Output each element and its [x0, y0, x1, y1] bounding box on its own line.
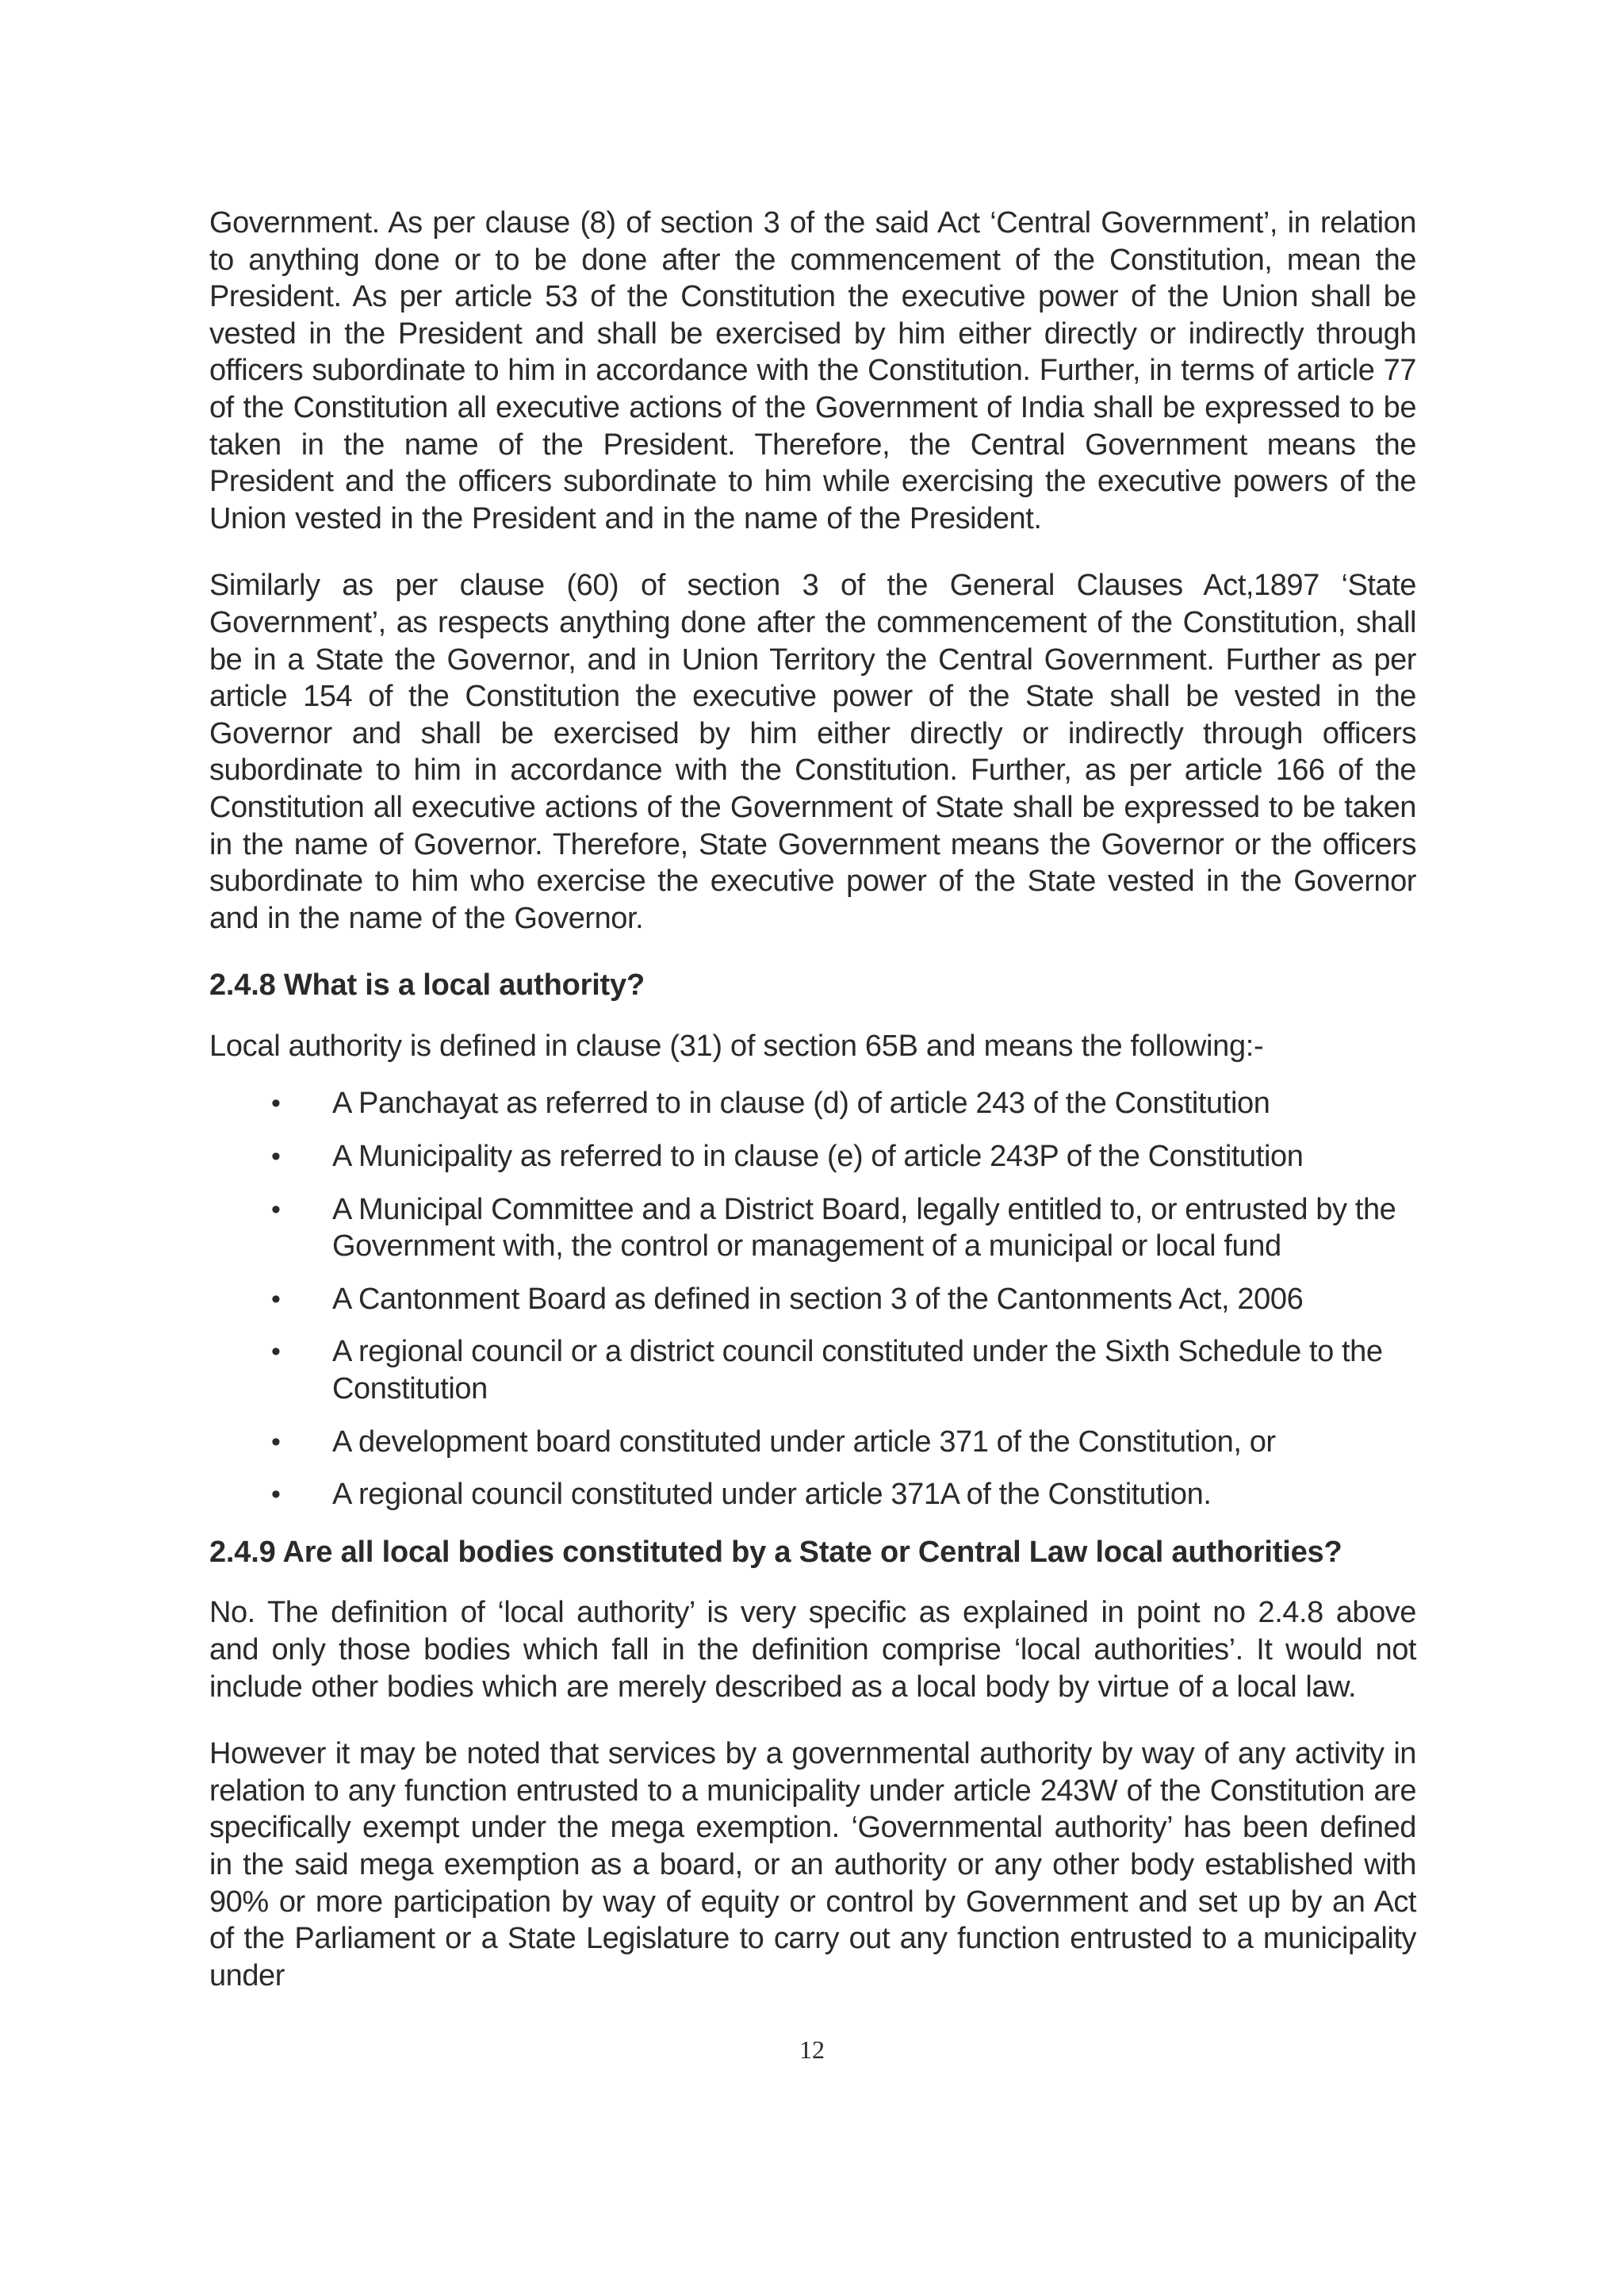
list-item-text: A regional council or a district council constituted under the Sixth Schedule to the Constitution	[332, 1335, 1383, 1406]
local-authority-intro: Local authority is defined in clause (31) of section 65B and means the following:-	[209, 1029, 1264, 1063]
list-item-text: A regional council constituted under article 371A of the Constitution.	[332, 1478, 1212, 1512]
bullet-icon: •	[271, 1283, 281, 1314]
list-item	[209, 1281, 1416, 1318]
paragraph-definition-specific: No. The definition of ‘local authority’ is very specific as explained in point no 2.4.8 above and only those bodies which fall in the definition comprise ‘local authorities’. It would not include other bodies which are merely described as a local body by virtue of a local law.	[209, 1596, 1416, 1704]
list-item	[209, 1424, 1416, 1461]
bullet-icon: •	[271, 1141, 281, 1172]
list-item-text: A Panchayat as referred to in clause (d) of article 243 of the Constitution	[332, 1087, 1270, 1121]
bullet-icon: •	[271, 1479, 281, 1510]
page-number: 12	[799, 2035, 825, 2064]
paragraph-governmental-authority: However it may be noted that services by a governmental authority by way of any activity in relation to any function entrusted to a municipality under article 243W of the Constitution are specifically exempt under the mega exemption. ‘Governmental authority’ has been defined in the said mega exemption as a board, or an authority or any other body established with 90% or more participation by way of equity or control by Government and set up by an Act of the Parliament or a State Legislature to carry out any function entrusted to a municipality under	[209, 1737, 1416, 1992]
list-item	[209, 1138, 1416, 1175]
paragraph-state-government: Similarly as per clause (60) of section 3 of the General Clauses Act,1897 ‘State Government’, as respects anything done after the commencement of the Constitution, shall be in a State the Governor, and in Union Territory the Central Government. Further as per article 154 of the Constitution the executive power of the State shall be vested in the Governor and shall be exercised by him either directly or indirectly through officers subordinate to him in accordance with the Constitution. Further, as per article 166 of the Constitution all executive actions of the Government of State shall be expressed to be taken in the name of Governor. Therefore, State Government means the Governor or the officers subordinate to him who exercise the executive power of the State vested in the Governor and in the name of the Governor.	[209, 569, 1416, 935]
bullet-icon: •	[271, 1426, 281, 1457]
list-item	[209, 1191, 1416, 1265]
bullet-icon: •	[271, 1088, 281, 1119]
page-content	[209, 205, 1416, 2024]
heading-local-bodies: 2.4.9 Are all local bodies constituted by a State or Central Law local authorities?	[209, 1535, 1342, 1569]
bullet-icon: •	[271, 1194, 281, 1225]
paragraph-central-government: Government. As per clause (8) of section 3 of the said Act ‘Central Government’, in relation to anything done or to be done after the commencement of the Constitution, mean the President. As per article 53 of the Constitution the executive power of the Union shall be vested in the President and shall be exercised by him either directly or indirectly through officers subordinate to him in accordance with the Constitution. Further, in terms of article 77 of the Constitution all executive actions of the Government of India shall be expressed to be taken in the name of the President. Therefore, the Central Government means the President and the officers subordinate to him while exercising the executive powers of the Union vested in the President and in the name of the President.	[209, 206, 1416, 535]
bullet-icon: •	[271, 1336, 281, 1367]
list-item-text: A Municipality as referred to in clause (e) of article 243P of the Constitution	[332, 1140, 1304, 1174]
list-item-text: A Municipal Committee and a District Board, legally entitled to, or entrusted by the Government with, the control or management of a municipal or local fund	[332, 1192, 1396, 1264]
list-item	[209, 1085, 1416, 1122]
list-item-text: A Cantonment Board as defined in section 3 of the Cantonments Act, 2006	[332, 1282, 1304, 1316]
heading-local-authority: 2.4.8 What is a local authority?	[209, 968, 645, 1003]
list-item	[209, 1476, 1416, 1513]
list-item	[209, 1333, 1416, 1407]
local-authority-list	[209, 1085, 1416, 1513]
list-item-text: A development board constituted under article 371 of the Constitution, or	[332, 1425, 1276, 1459]
